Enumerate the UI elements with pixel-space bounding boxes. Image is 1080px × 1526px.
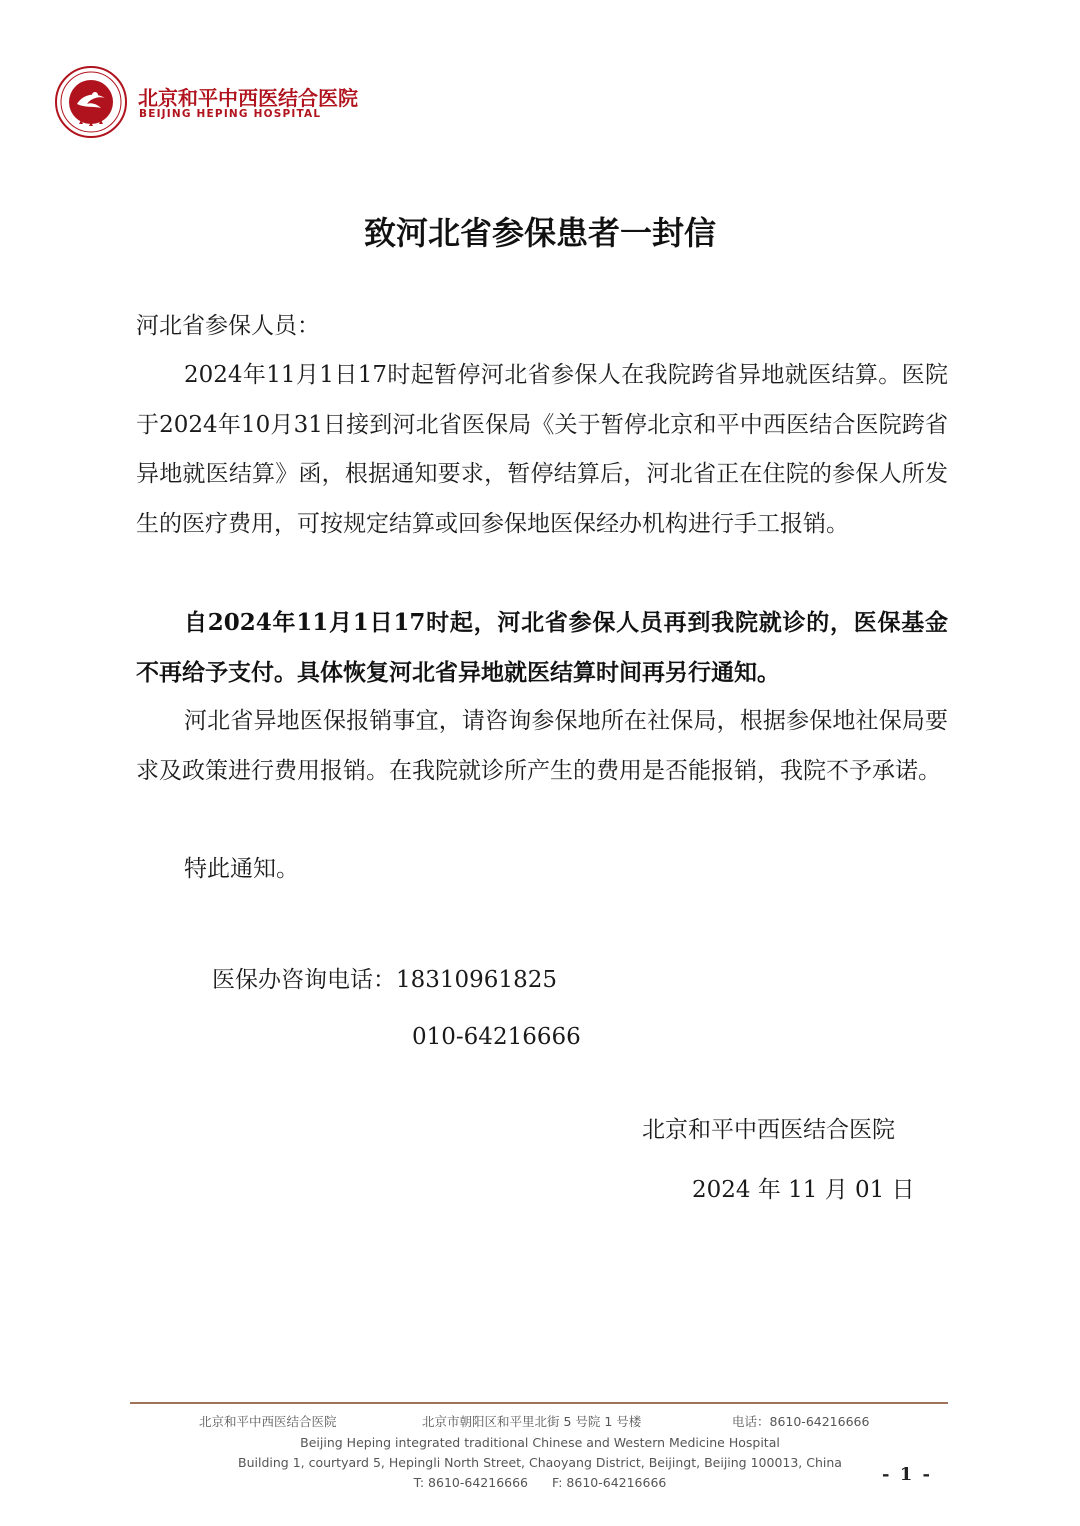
phone-number-2: 010-64216666 <box>412 1024 581 1050</box>
phone-label: 医保办咨询电话：18310961825 <box>212 967 557 993</box>
footer-en-name: Beijing Heping integrated traditional Chinese and Western Medicine Hospital <box>300 1435 780 1450</box>
paragraph-1: 2024年11月1日17时起暂停河北省参保人在我院跨省异地就医结算。医院于2024年10月31日接到河北省医保局《关于暂停北京和平中西医结合医院跨省异地就医结算》函，根据通知要求，暂停结算后，河北省正在住院的参保人所发生的医疗费用，可按规定结算或回参保地医保经办机构进行手工报销。 <box>136 362 948 537</box>
signer: 北京和平中西医结合医院 <box>642 1117 895 1143</box>
footer-name: 北京和平中西医结合医院 <box>199 1414 337 1429</box>
footer-address: 北京市朝阳区和平里北街 5 号院 1 号楼 <box>422 1414 642 1429</box>
page-number: - 1 - <box>882 1464 932 1485</box>
date: 2024 年 11 月 01 日 <box>692 1177 915 1203</box>
footer-divider <box>130 1402 948 1404</box>
hospital-name-cn: 北京和平中西医结合医院 <box>138 86 358 110</box>
footer-en-address: Building 1, courtyard 5, Hepingli North Street, Chaoyang District, Beijingt, Beijing 100013, China <box>238 1455 842 1470</box>
paragraph-3: 河北省异地医保报销事宜，请咨询参保地所在社保局，根据参保地社保局要求及政策进行费用报销。在我院就诊所产生的费用是否能报销，我院不予承诺。 <box>136 708 948 784</box>
footer-tel: 电话：8610-64216666 <box>732 1414 870 1429</box>
paragraph-4: 特此通知。 <box>184 856 299 882</box>
salutation: 河北省参保人员： <box>136 313 320 339</box>
page-title: 致河北省参保患者一封信 <box>363 214 716 252</box>
paragraph-2-bold: 自2024年11月1日17时起，河北省参保人员再到我院就诊的，医保基金不再给予支付。具体恢复河北省异地就医结算时间再另行通知。 <box>136 609 948 686</box>
footer-en-tel: T: 8610-64216666 <box>413 1475 529 1490</box>
hospital-logo-icon <box>55 66 127 138</box>
hospital-name-en: BEIJING HEPING HOSPITAL <box>139 108 322 120</box>
footer-en-fax: F: 8610-64216666 <box>552 1475 667 1490</box>
